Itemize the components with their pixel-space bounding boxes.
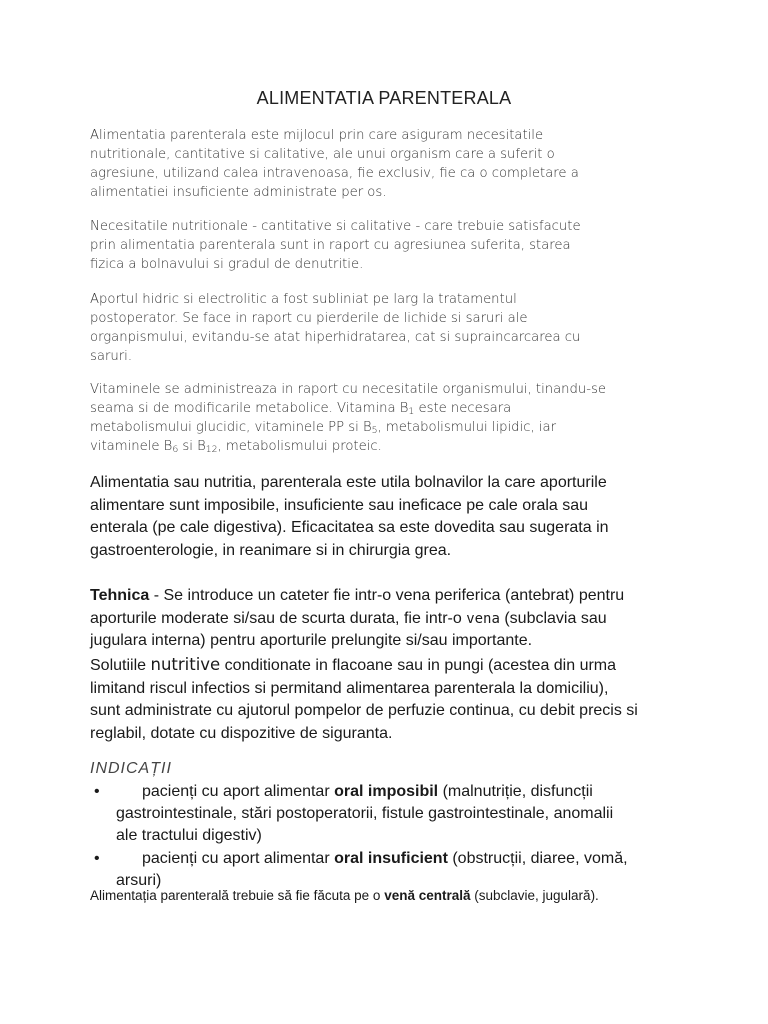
text-line: sunt administrate cu ajutorul pompelor de perfuzie continua, cu debit precis si (90, 702, 638, 719)
paragraph-vitamins (90, 380, 690, 456)
bullet-icon: • (94, 850, 100, 867)
text-line: nutritionale, cantitative si calitative, ale unui organism care a suferit o (90, 147, 555, 162)
text-line: arsuri) (116, 872, 162, 889)
text-line: alimentatiei insuficiente administrate per os. (90, 185, 387, 200)
text-line: metabolismului glucidic, vitaminele PP si $B_5$, metabolismului lipidic, iar (90, 420, 556, 436)
text-line: Necesitatile nutritionale - cantitative si calitative - care trebuie satisfacute (90, 219, 581, 234)
text-line: agresiune, utilizand calea intravenoasa, fie exclusiv, fie ca o completare a (90, 166, 579, 181)
paragraph-hydric-intake (90, 290, 690, 366)
paragraph-definition (90, 126, 690, 202)
text-line: gastrointestinale, stări postoperatorii, fistule gastrointestinale, anomalii (116, 805, 614, 822)
text-line: limitand riscul infectios si permitand alimentarea parenterala la domiciliu), (90, 679, 609, 697)
text-line: postoperator. Se face in raport cu pierderile de lichide si saruri ale (90, 311, 528, 326)
bullet-icon: • (94, 783, 100, 800)
text-line: reglabil, dotate cu dispozitive de siguranta. (90, 724, 393, 742)
text-line: Alimentatia parenterala este mijlocul prin care asiguram necesitatile (90, 128, 544, 143)
text-line: alimentare sunt imposibile, insuficiente sau ineficace pe cale orala sau (90, 496, 589, 514)
text-line: Solutiile nutritive conditionate in flacoane sau in pungi (acestea din urma (90, 655, 617, 674)
text-line: Alimentatia sau nutritia, parenterala este utila bolnavilor la care aporturile (90, 474, 607, 491)
closing-note: Alimentația parenterală trebuie să fie făcuta pe o venă centrală (subclavie, jugulară). (90, 888, 599, 903)
text-line: pacienți cu aport alimentar oral insuficient (obstrucții, diaree, vomă, (142, 850, 628, 867)
text-line: aporturile moderate si/sau de scurta durata, fie intr-o vena (subclavia sau (90, 609, 607, 627)
text-line: gastroenterologie, in reanimare si in chirurgia grea. (90, 541, 452, 559)
list-item (90, 848, 690, 892)
text-line: Vitaminele se administreaza in raport cu necesitatile organismului, tinandu-se (90, 382, 607, 397)
document-title: ALIMENTATIA PARENTERALA (256, 88, 512, 108)
paragraph-solutions (90, 654, 690, 745)
text-line: pacienți cu aport alimentar oral imposibil (malnutriție, disfuncții (142, 783, 593, 800)
indications-list (90, 781, 690, 892)
text-line: seama si de modificarile metabolice. Vitamina $B_1$ este necesara (90, 401, 512, 417)
indications-heading: INDICAȚII (90, 760, 172, 777)
technique-label: Tehnica (90, 587, 150, 604)
text-line: organpismului, evitandu-se atat hiperhidratarea, cat si supraincarcarea cu (90, 330, 581, 345)
text-line: ale tractului digestiv) (116, 827, 262, 844)
text-line: vitaminele $B_6$ si $B_{12}$, metabolismului proteic. (90, 439, 382, 455)
paragraph-utility (90, 472, 690, 562)
text-line: prin alimentatia parenterala sunt in raport cu agresiunea suferita, starea (90, 238, 571, 253)
text-line: saruri. (90, 349, 133, 364)
text-line: Aportul hidric si electrolitic a fost subliniat pe larg la tratamentul (90, 292, 517, 307)
list-item (90, 781, 690, 847)
text-line: fizica a bolnavului si gradul de denutritie. (90, 257, 364, 272)
paragraph-technique (90, 585, 690, 653)
text-line: jugulara interna) pentru aporturile prelungite si/sau importante. (90, 632, 533, 649)
text-line: enterala (pe cale digestiva). Eficacitatea sa este dovedita sau sugerata in (90, 519, 609, 536)
text-line: Tehnica - Se introduce un cateter fie intr-o vena periferica (antebrat) pentru (90, 587, 625, 604)
paragraph-nutritional-needs (90, 217, 690, 274)
